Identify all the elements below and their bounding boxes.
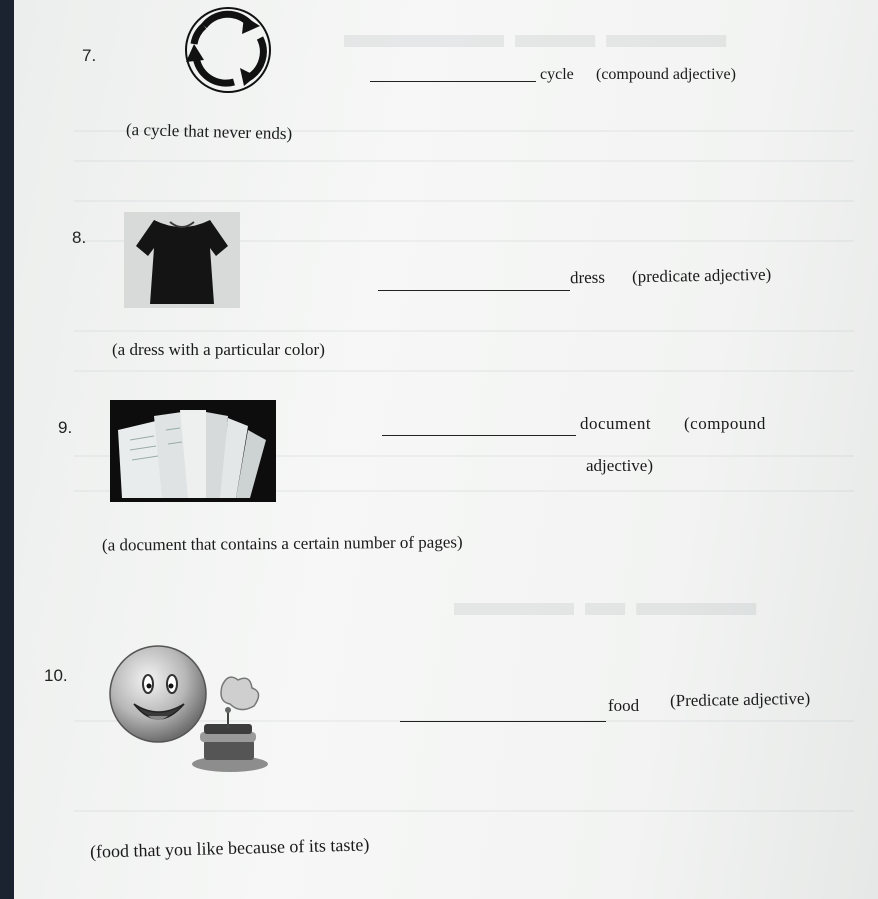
- bleed-through-text: ▬▬▬ ▬▬ ▬▬▬▬: [344, 12, 727, 56]
- item-type: (Predicate adjective): [669, 688, 811, 711]
- item-word: document: [580, 414, 652, 433]
- worksheet-page: [14, 0, 878, 899]
- item-word: dress: [569, 267, 606, 288]
- item-number: 7.: [82, 46, 97, 65]
- item-type: (compound adjective): [596, 66, 736, 83]
- smiley-food-icon: [104, 644, 272, 780]
- item-hint: (a cycle that never ends): [125, 119, 293, 144]
- dress-icon: [124, 212, 240, 308]
- bleed-through-text: ▬▬▬ ▬ ▬▬▬: [454, 580, 757, 624]
- item-type-line1: (compound: [684, 414, 766, 433]
- item-hint: (food that you like because of its taste): [89, 834, 370, 862]
- answer-blank[interactable]: [400, 721, 606, 722]
- item-type-line2: adjective): [586, 456, 654, 475]
- item-number: 8.: [72, 228, 87, 247]
- answer-blank[interactable]: [370, 81, 536, 82]
- cycle-arrows-icon: [164, 4, 288, 100]
- item-type: (predicate adjective): [631, 264, 772, 287]
- item-number: 9.: [58, 418, 73, 437]
- answer-blank[interactable]: [378, 290, 570, 291]
- item-hint: (a document that contains a certain number of pages): [101, 532, 463, 555]
- answer-blank[interactable]: [382, 435, 576, 436]
- item-number: 10.: [44, 666, 68, 685]
- document-pages-icon: [110, 400, 276, 502]
- item-word: food: [608, 696, 640, 715]
- item-hint: (a dress with a particular color): [112, 340, 325, 359]
- item-word: cycle: [540, 66, 574, 83]
